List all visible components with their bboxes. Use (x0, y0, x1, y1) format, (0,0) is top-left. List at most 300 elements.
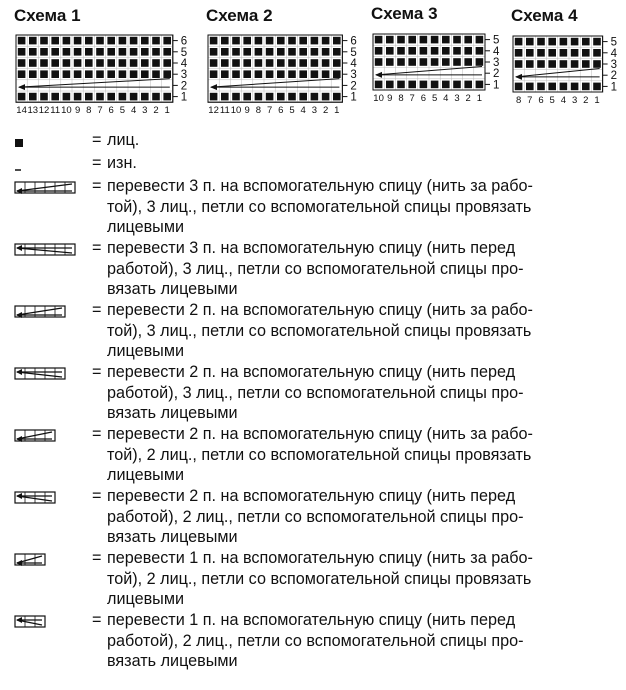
knit-stitch (526, 83, 534, 91)
knit-stitch (288, 59, 296, 67)
knit-stitch (288, 48, 296, 56)
stitch-label: 7 (266, 105, 273, 117)
row-label: 2 (493, 68, 500, 81)
knit-stitch (51, 70, 59, 78)
knit-stitch (163, 48, 171, 56)
knit-stitch (74, 93, 82, 101)
knit-stitch (96, 70, 104, 78)
knit-stitch (277, 70, 285, 78)
stitch-label: 7 (527, 95, 533, 106)
stitch-label: 11 (50, 105, 61, 117)
knit-stitch (537, 83, 545, 91)
scheme-1-chart (14, 34, 194, 117)
knit-stitch (18, 93, 26, 101)
row-label: 5 (610, 36, 618, 49)
stitch-label: 7 (97, 105, 103, 117)
knit-stitch (386, 58, 394, 66)
knit-stitch (571, 83, 579, 91)
knit-stitch (221, 70, 229, 78)
knit-stitch (18, 48, 26, 56)
knit-stitch (397, 58, 405, 66)
cable-3-3-front-icon (14, 241, 78, 262)
knit-stitch (299, 37, 307, 45)
knit-stitch (311, 93, 319, 101)
legend-text: изн. (107, 154, 137, 172)
stitch-label: 2 (153, 105, 159, 117)
scheme-title: Схема 2 (206, 6, 273, 25)
stitch-label: 8 (255, 105, 262, 117)
knit-stitch (375, 58, 383, 66)
scheme-title: Схема 3 (371, 4, 438, 23)
knit-stitch (442, 47, 450, 55)
cable-2-3-behind-icon (14, 303, 68, 324)
knit-stitch (420, 58, 428, 66)
equals-sign: = (92, 131, 102, 149)
knit-stitch (107, 93, 115, 101)
knit-stitch (85, 70, 93, 78)
knit-stitch (277, 48, 285, 56)
row-label: 2 (610, 70, 618, 83)
knit-stitch (163, 93, 171, 101)
equals-sign: = (92, 549, 102, 567)
knit-stitch (408, 36, 416, 44)
legend-text: перевести 3 п. на вспомогательную спицу (нить за рабо- той), 3 лиц., петли со вспомогательной спицы провязать лицевыми (107, 177, 533, 237)
row-label: 5 (493, 34, 500, 47)
stitch-label: 5 (549, 95, 555, 106)
row-label: 4 (493, 45, 500, 58)
knit-stitch (130, 48, 138, 56)
knit-stitch (386, 81, 394, 89)
legend-row (14, 610, 618, 672)
knit-stitch (210, 37, 218, 45)
knit-stitch (548, 38, 556, 46)
knit-stitch (582, 60, 590, 68)
scheme-title: Схема 1 (14, 6, 81, 25)
knit-stitch (582, 49, 590, 57)
stitch-label: 1 (164, 105, 170, 117)
legend-row (14, 153, 618, 176)
knit-stitch (63, 59, 71, 67)
knit-stitch (560, 38, 568, 46)
knit-stitch (476, 58, 484, 66)
knit-stitch (130, 70, 138, 78)
stitch-label: 10 (230, 105, 242, 117)
knit-stitch (29, 48, 37, 56)
knit-stitch (232, 59, 240, 67)
knit-stitch (40, 93, 48, 101)
legend-row (14, 362, 618, 424)
knit-stitch (431, 47, 439, 55)
knit-stitch (311, 70, 319, 78)
knit-stitch (322, 93, 330, 101)
legend-row (14, 424, 618, 486)
legend-row (14, 130, 618, 153)
knit-stitch (333, 59, 341, 67)
knit-stitch (141, 93, 149, 101)
knit-stitch (255, 70, 263, 78)
knit-stitch (221, 93, 229, 101)
knit-stitch (96, 48, 104, 56)
stitch-label: 3 (311, 105, 318, 117)
knit-stitch (152, 70, 160, 78)
knit-stitch (232, 48, 240, 56)
stitch-label: 12 (208, 105, 219, 117)
knit-stitch (548, 83, 556, 91)
knit-stitch (51, 59, 59, 67)
row-label: 5 (180, 46, 188, 59)
knit-stitch (221, 59, 229, 67)
knit-stitch (232, 93, 240, 101)
purl-dash-icon (14, 156, 26, 177)
knit-stitch (299, 48, 307, 56)
knit-stitch (464, 47, 472, 55)
stitch-label: 6 (108, 105, 114, 117)
row-label: 4 (610, 47, 618, 60)
knit-stitch (74, 70, 82, 78)
knit-stitch (29, 59, 37, 67)
legend (14, 130, 618, 672)
knit-stitch (119, 59, 127, 67)
knit-stitch (130, 93, 138, 101)
knit-stitch (119, 93, 127, 101)
knit-stitch (130, 59, 138, 67)
knit-stitch (515, 60, 523, 68)
knit-stitch (40, 48, 48, 56)
knit-stitch (63, 70, 71, 78)
knit-stitch (277, 93, 285, 101)
cable-2-2-behind-icon (14, 427, 58, 448)
knit-stitch (96, 37, 104, 45)
knit-stitch (63, 93, 71, 101)
knit-stitch (18, 59, 26, 67)
row-label: 2 (350, 80, 357, 93)
knit-stitch (420, 36, 428, 44)
stitch-label: 14 (16, 105, 27, 117)
knit-stitch (526, 38, 534, 46)
knit-stitch (266, 70, 274, 78)
knit-stitch (266, 37, 274, 45)
knit-stitch (141, 59, 149, 67)
stitch-label: 7 (409, 93, 415, 104)
scheme-2-chart (206, 34, 366, 117)
legend-row (14, 486, 618, 548)
cable-2-3-front-icon (14, 365, 68, 386)
knit-stitch (210, 70, 218, 78)
legend-text: перевести 2 п. на вспомогательную спицу (нить за рабо- той), 2 лиц., петли со вспомогательной спицы провязать лицевыми (107, 425, 533, 485)
knit-stitch (560, 60, 568, 68)
scheme-title: Схема 4 (511, 6, 578, 25)
knit-stitch (526, 49, 534, 57)
knit-stitch (464, 58, 472, 66)
knit-stitch (243, 59, 251, 67)
knit-stitch (593, 49, 601, 57)
knit-square-icon (14, 133, 26, 154)
knit-stitch (420, 47, 428, 55)
knit-stitch (163, 37, 171, 45)
knit-stitch (152, 48, 160, 56)
stitch-label: 4 (560, 95, 567, 106)
stitch-label: 3 (454, 93, 460, 104)
knit-stitch (255, 93, 263, 101)
knit-stitch (333, 70, 341, 78)
knit-stitch (243, 37, 251, 45)
knit-stitch (85, 59, 93, 67)
legend-row (14, 238, 618, 300)
knit-stitch (375, 36, 383, 44)
knit-stitch (141, 70, 149, 78)
knit-stitch (141, 37, 149, 45)
stitch-label: 8 (515, 95, 522, 106)
scheme-3-chart (371, 33, 511, 107)
knit-stitch (537, 49, 545, 57)
knit-stitch (243, 48, 251, 56)
row-label: 3 (493, 57, 500, 69)
knit-stitch (386, 36, 394, 44)
knit-stitch (464, 81, 472, 89)
knit-stitch (141, 48, 149, 56)
knit-stitch (96, 93, 104, 101)
stitch-label: 1 (476, 93, 483, 104)
legend-text: перевести 1 п. на вспомогательную спицу (нить перед работой), 2 лиц., петли со вспомогательной спицы про- вязать лицевыми (107, 611, 524, 671)
knit-stitch (593, 60, 601, 68)
knit-stitch (453, 81, 461, 89)
knit-stitch (74, 37, 82, 45)
legend-text: перевести 2 п. на вспомогательную спицу (нить за рабо- той), 3 лиц., петли со вспомогательной спицы провязать лицевыми (107, 301, 533, 361)
knit-stitch (266, 93, 274, 101)
equals-sign: = (92, 363, 102, 381)
knit-stitch (476, 36, 484, 44)
knit-stitch (266, 48, 274, 56)
knit-stitch (431, 81, 439, 89)
knit-stitch (593, 38, 601, 46)
knit-stitch (29, 37, 37, 45)
knit-stitch (560, 83, 568, 91)
knit-stitch (163, 70, 171, 78)
stitch-label: 9 (244, 105, 250, 117)
legend-text: перевести 1 п. на вспомогательную спицу (нить за рабо- той), 2 лиц., петли со вспомогательной спицы провязать лицевыми (107, 549, 533, 609)
knit-stitch (119, 48, 127, 56)
knit-stitch (515, 38, 523, 46)
stitch-label: 12 (38, 105, 50, 117)
knit-stitch (221, 48, 229, 56)
knit-stitch (107, 59, 115, 67)
knit-stitch (333, 48, 341, 56)
knit-stitch (85, 37, 93, 45)
cable-1-2-behind-icon (14, 551, 48, 572)
equals-sign: = (92, 611, 102, 629)
knit-stitch (243, 93, 251, 101)
knit-stitch (266, 59, 274, 67)
knit-stitch (288, 37, 296, 45)
knit-stitch (397, 81, 405, 89)
knit-stitch (299, 70, 307, 78)
equals-sign: = (92, 425, 102, 443)
knit-stitch (210, 93, 218, 101)
knit-stitch (232, 70, 240, 78)
knit-stitch (63, 37, 71, 45)
legend-row (14, 548, 618, 610)
knit-stitch (40, 59, 48, 67)
equals-sign: = (92, 239, 102, 257)
knit-stitch (255, 37, 263, 45)
knit-stitch (107, 70, 115, 78)
legend-row (14, 176, 618, 238)
knit-stitch (277, 37, 285, 45)
knit-stitch (571, 60, 579, 68)
knit-stitch (96, 59, 104, 67)
knit-stitch (515, 49, 523, 57)
stitch-label: 4 (443, 93, 449, 104)
knit-stitch (210, 48, 218, 56)
stitch-label: 1 (594, 95, 600, 106)
row-label: 4 (180, 58, 188, 70)
knit-stitch (163, 59, 171, 67)
knit-stitch (107, 37, 115, 45)
knit-stitch (232, 37, 240, 45)
stitch-label: 4 (130, 105, 137, 117)
legend-text: лиц. (107, 131, 140, 149)
knit-stitch (431, 58, 439, 66)
stitch-label: 9 (74, 105, 81, 117)
equals-sign: = (92, 301, 102, 319)
knit-stitch (548, 60, 556, 68)
knit-stitch (299, 59, 307, 67)
knit-stitch (582, 38, 590, 46)
knit-stitch (408, 58, 416, 66)
knit-stitch (299, 93, 307, 101)
knit-stitch (152, 37, 160, 45)
knit-stitch (255, 48, 263, 56)
row-label: 1 (350, 91, 357, 104)
knit-stitch (51, 37, 59, 45)
knit-stitch (221, 37, 229, 45)
knit-stitch (288, 70, 296, 78)
knit-stitch (311, 37, 319, 45)
knit-stitch (571, 49, 579, 57)
knit-stitch (51, 48, 59, 56)
stitch-label: 2 (465, 93, 471, 104)
knit-stitch (548, 49, 556, 57)
knit-stitch (537, 60, 545, 68)
knit-stitch (593, 83, 601, 91)
knit-stitch (322, 37, 330, 45)
stitch-label: 2 (322, 105, 329, 117)
stitch-label: 5 (119, 105, 126, 117)
knit-stitch (333, 37, 341, 45)
knit-stitch (476, 81, 484, 89)
knit-stitch (375, 47, 383, 55)
equals-sign: = (92, 154, 102, 172)
knit-stitch (29, 70, 37, 78)
knit-stitch (119, 70, 127, 78)
knit-stitch (29, 93, 37, 101)
equals-sign: = (92, 177, 102, 195)
legend-text: перевести 3 п. на вспомогательную спицу (нить перед работой), 3 лиц., петли со вспомогательной спицы про- вязать лицевыми (107, 239, 524, 299)
knit-stitch (420, 81, 428, 89)
knit-stitch (386, 47, 394, 55)
scheme-4-chart (511, 35, 626, 109)
knit-stitch (453, 58, 461, 66)
row-label: 6 (350, 35, 357, 48)
knit-stitch (408, 81, 416, 89)
row-label: 2 (180, 80, 188, 93)
knit-stitch (322, 70, 330, 78)
cable-2-2-front-icon (14, 489, 58, 510)
stitch-label: 2 (583, 95, 589, 106)
row-label: 3 (180, 69, 188, 82)
knit-stitch (442, 36, 450, 44)
row-label: 1 (493, 79, 500, 92)
knit-stitch (375, 81, 383, 89)
knit-stitch (571, 38, 579, 46)
stitch-label: 1 (334, 105, 340, 117)
knit-stitch (74, 59, 82, 67)
row-label: 4 (350, 58, 357, 70)
knit-stitch (453, 47, 461, 55)
knit-stitch (85, 48, 93, 56)
knit-stitch (63, 48, 71, 56)
stitch-label: 6 (420, 93, 427, 104)
knit-stitch (453, 36, 461, 44)
knit-stitch (397, 47, 405, 55)
knit-stitch (397, 36, 405, 44)
stitch-label: 8 (398, 93, 404, 104)
stitch-label: 4 (300, 105, 306, 117)
stitch-label: 9 (387, 93, 393, 104)
stitch-label: 10 (61, 105, 72, 117)
knit-stitch (333, 93, 341, 101)
knit-stitch (277, 59, 285, 67)
knit-stitch (74, 48, 82, 56)
knit-stitch (582, 83, 590, 91)
stitch-label: 5 (431, 93, 438, 104)
row-label: 6 (180, 35, 188, 48)
knit-stitch (288, 93, 296, 101)
knit-stitch (18, 37, 26, 45)
stitch-label: 10 (373, 93, 384, 104)
knit-stitch (311, 48, 319, 56)
knit-stitch (442, 58, 450, 66)
stitch-label: 3 (571, 95, 578, 106)
row-label: 3 (350, 69, 357, 82)
knit-stitch (537, 38, 545, 46)
knit-stitch (255, 59, 263, 67)
legend-text: перевести 2 п. на вспомогательную спицу (нить перед работой), 2 лиц., петли со вспомогательной спицы про- вязать лицевыми (107, 487, 524, 547)
knit-stitch (526, 60, 534, 68)
stitch-label: 11 (219, 105, 230, 117)
knit-stitch (130, 37, 138, 45)
knit-stitch (210, 59, 218, 67)
stitch-label: 3 (142, 105, 148, 117)
row-label: 3 (610, 59, 618, 71)
knit-stitch (152, 93, 160, 101)
knit-stitch (107, 48, 115, 56)
knit-stitch (442, 81, 450, 89)
knit-stitch (464, 36, 472, 44)
knit-stitch (431, 36, 439, 44)
equals-sign: = (92, 487, 102, 505)
knit-stitch (40, 70, 48, 78)
cable-3-3-behind-icon (14, 179, 78, 200)
stitch-label: 5 (289, 105, 295, 117)
knit-stitch (322, 48, 330, 56)
knit-stitch (51, 93, 59, 101)
knit-stitch (408, 47, 416, 55)
knit-stitch (476, 47, 484, 55)
cable-1-2-front-icon (14, 613, 48, 634)
knit-stitch (243, 70, 251, 78)
legend-text: перевести 2 п. на вспомогательную спицу (нить перед работой), 3 лиц., петли со вспомогательной спицы про- вязать лицевыми (107, 363, 524, 423)
